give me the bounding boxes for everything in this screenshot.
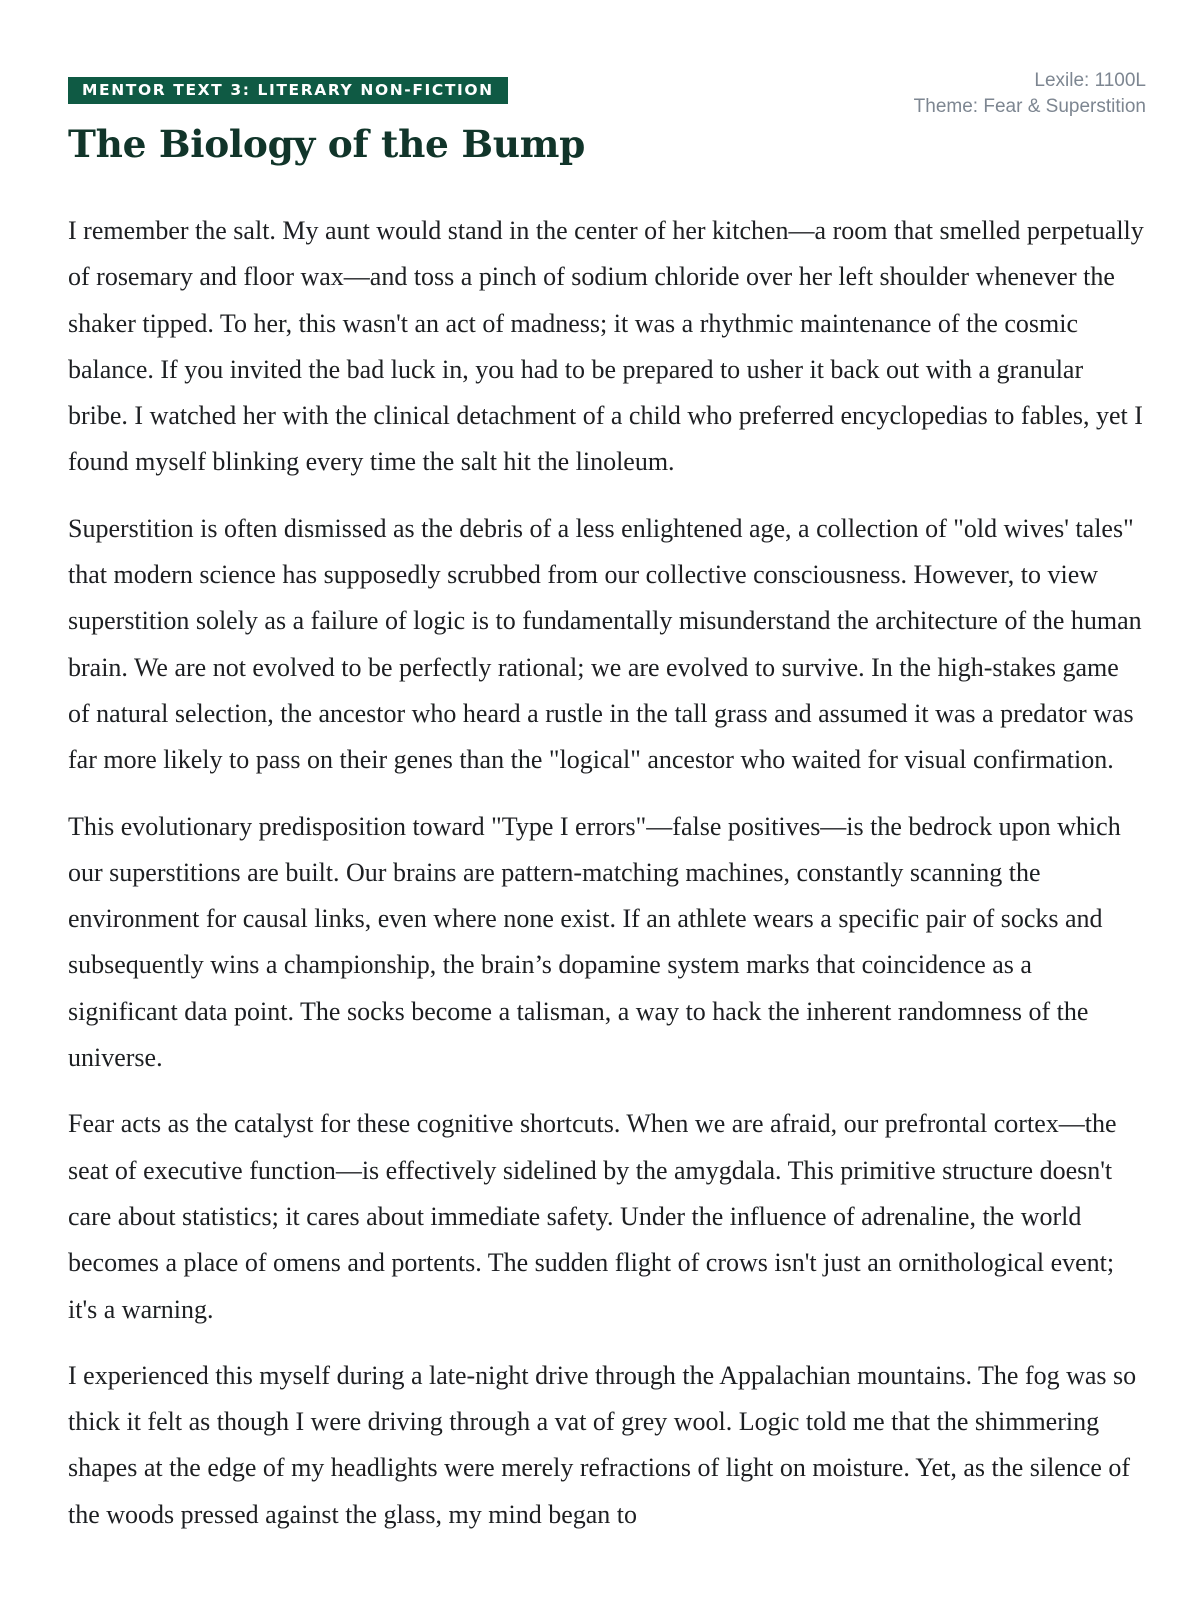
document-header [68,0,1146,200]
paragraph-1: I remember the salt. My aunt would stand in the center of her kitchen—a room that smelled perpetually of rosemary and floor wax—and toss a pinch of sodium chloride over her left shoulder whenever the shaker tipped. To her, this wasn't an act of madness; it was a rhythmic maintenance of the cosmic balance. If you invited the bad luck in, you had to be prepared to usher it back out with a granular bribe. I watched her with the clinical detachment of a child who preferred encyclopedias to fables, yet I found myself blinking every time the salt hit the linoleum. [68,216,1144,477]
lexile-level: Lexile: 1100L [1034,70,1146,91]
theme-label: Theme: Fear & Superstition [913,96,1146,117]
article-body [68,208,1146,1558]
page-title: The Biology of the Bump [68,122,586,166]
section-label: MENTOR TEXT 3: LITERARY NON-FICTION [68,77,508,104]
paragraph-2: Superstition is often dismissed as the debris of a less enlightened age, a collection of "old wives' tales" that modern science has supposedly scrubbed from our collective consciousness. However, to view superstition solely as a failure of logic is to fundamentally misunderstand the architecture of the human brain. We are not evolved to be perfectly rational; we are evolved to survive. In the high-stakes game of natural selection, the ancestor who heard a rustle in the tall grass and assumed it was a predator was far more likely to pass on their genes than the "logical" ancestor who waited for visual confirmation. [68,513,1142,775]
paragraph-3: This evolutionary predisposition toward "Type I errors"—false positives—is the bedrock upon which our superstitions are built. Our brains are pattern-matching machines, constantly scanning the environment for causal links, even where none exist. If an athlete wears a specific pair of socks and subsequently wins a championship, the brain’s dopamine system marks that coincidence as a significant data point. The socks become a talisman, a way to hack the inherent randomness of the universe. [68,811,1121,1073]
paragraph-4: Fear acts as the catalyst for these cognitive shortcuts. When we are afraid, our prefrontal cortex—the seat of executive function—is effectively sidelined by the amygdala. This primitive structure doesn't care about statistics; it cares about immediate safety. Under the influence of adrenaline, the world becomes a place of omens and portents. The sudden flight of crows isn't just an ornithological event; it's a warning. [68,1109,1117,1324]
document-page [68,0,1146,1529]
paragraph-5: I experienced this myself during a late-night drive through the Appalachian mountains. The fog was so thick it felt as though I were driving through a vat of grey wool. Logic told me that the shimmering shapes at the edge of my headlights were merely refractions of light on moisture. Yet, as the silence of the woods pressed against the glass, my mind began to [68,1360,1137,1529]
text-metadata [914,68,1146,120]
